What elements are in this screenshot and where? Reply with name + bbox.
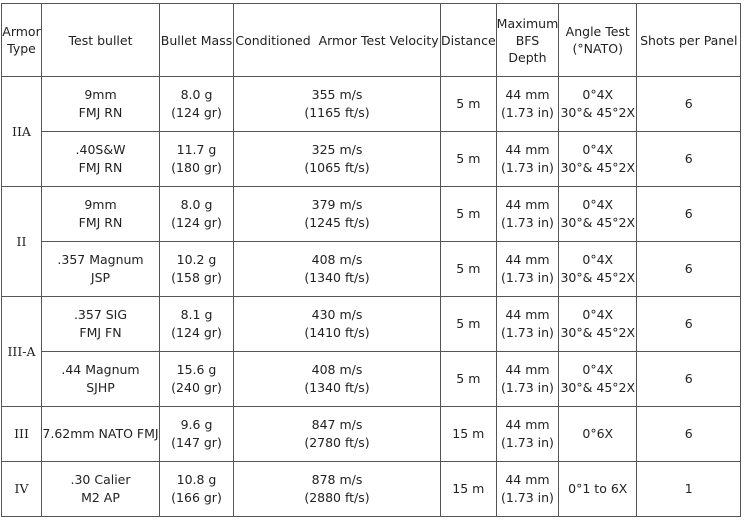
angle-test-cell [559,407,637,462]
table-row [2,352,741,407]
angle-test-cell-text: 0°4X [582,87,614,102]
angle-test-cell-text: 0°4X [582,142,614,157]
bullet-mass-cell-text: 15.6 g [176,362,217,377]
bfs-depth-cell [496,462,559,517]
angle-test-cell-text: 30°& 45°2X [560,325,636,340]
header-text: Armor [2,24,41,39]
bullet-mass-cell-text: (124 gr) [171,325,222,340]
distance-cell: 5 m [441,297,497,352]
bfs-depth-cell [496,297,559,352]
bfs-depth-cell-text: 44 mm [505,142,550,157]
bfs-depth-cell [496,187,559,242]
header-shots-per-panel [637,4,741,77]
distance-cell: 5 m [441,132,497,187]
test-bullet-cell [42,352,160,407]
distance-cell: 15 m [441,407,497,462]
table-row [2,187,741,242]
angle-test-cell [559,187,637,242]
test-bullet-cell-text: FMJ RN [78,160,123,175]
bullet-mass-cell-text: 8.0 g [180,197,213,212]
velocity-cell-text: (1245 ft/s) [304,215,370,230]
bullet-mass-cell-text: (124 gr) [171,105,222,120]
bfs-depth-cell-text: 44 mm [505,417,550,432]
test-bullet-cell-text: .44 Magnum [61,362,140,377]
header-text: Depth [508,49,547,65]
test-bullet-cell [42,132,160,187]
angle-test-cell-text: 30°& 45°2X [560,270,636,285]
test-bullet-cell-text: .357 SIG [73,307,128,322]
armor-type-cell: IV [2,462,42,517]
velocity-cell [234,242,441,297]
table-row [2,297,741,352]
velocity-cell-text: 430 m/s [311,307,363,322]
shots-per-panel-cell: 6 [637,132,741,187]
bfs-depth-cell-text: 44 mm [505,472,550,487]
test-bullet-cell [42,407,160,462]
angle-test-cell [559,132,637,187]
test-bullet-cell [42,77,160,132]
table-row [2,132,741,187]
bfs-depth-cell-text: (1.73 in) [500,270,554,285]
bullet-mass-cell-text: 10.2 g [176,252,217,267]
distance-cell: 5 m [441,187,497,242]
test-bullet-cell-text: FMJ RN [78,215,123,230]
bfs-depth-cell [496,407,559,462]
test-bullet-cell [42,462,160,517]
header-armor-type [2,4,42,77]
bullet-mass-cell [160,352,234,407]
angle-test-cell-text: 30°& 45°2X [560,105,636,120]
velocity-cell-text: (1410 ft/s) [304,325,370,340]
bullet-mass-cell-text: 8.1 g [180,307,213,322]
velocity-cell-text: 878 m/s [311,472,363,487]
header-text: Maximum [496,15,559,31]
bullet-mass-cell-text: 10.8 g [176,472,217,487]
header-velocity [234,4,441,77]
test-bullet-cell-text: JSP [90,270,111,285]
header-text: Test bullet [68,32,133,48]
velocity-cell [234,132,441,187]
velocity-cell-text: (1340 ft/s) [304,380,370,395]
angle-test-cell-text: 0°4X [582,362,614,377]
velocity-cell [234,352,441,407]
bfs-depth-cell [496,242,559,297]
bfs-depth-cell-text: (1.73 in) [500,490,554,505]
velocity-cell-text: (1340 ft/s) [304,270,370,285]
shots-per-panel-cell: 6 [637,77,741,132]
velocity-cell [234,77,441,132]
angle-test-cell-text: 30°& 45°2X [560,215,636,230]
bfs-depth-cell-text: (1.73 in) [500,215,554,230]
angle-test-cell [559,462,637,517]
velocity-cell [234,407,441,462]
shots-per-panel-cell: 6 [637,407,741,462]
header-row [2,4,741,77]
velocity-cell-text: (1065 ft/s) [304,160,370,175]
test-bullet-cell-text: FMJ FN [79,325,122,340]
velocity-cell-text: (2880 ft/s) [304,490,370,505]
header-bullet-mass [160,4,234,77]
header-text: Shots per Panel [640,32,738,48]
velocity-cell-text: 325 m/s [311,142,363,157]
table-row [2,77,741,132]
table-row [2,407,741,462]
armor-type-cell: III [2,407,42,462]
bfs-depth-cell-text: (1.73 in) [500,160,554,175]
armor-type-cell: II [2,187,42,297]
header-angle-test [559,4,637,77]
bullet-mass-cell-text: 9.6 g [180,417,213,432]
header-bfs-depth [496,4,559,77]
test-bullet-cell-text: SJHP [86,380,115,395]
test-bullet-cell-text: .40S&W [75,142,126,157]
angle-test-cell [559,297,637,352]
armor-type-cell: III-A [2,297,42,407]
bfs-depth-cell-text: 44 mm [505,252,550,267]
angle-test-cell-text: 0°4X [582,252,614,267]
test-bullet-cell-text: .30 Calier [70,472,131,487]
bullet-mass-cell-text: (147 gr) [171,435,222,450]
angle-test-cell-text: 30°& 45°2X [560,160,636,175]
velocity-cell-text: 408 m/s [311,252,363,267]
table-row [2,242,741,297]
bfs-depth-cell [496,77,559,132]
test-bullet-cell-text: 9mm [84,87,117,102]
velocity-cell-text: 408 m/s [311,362,363,377]
velocity-cell-text: 847 m/s [311,417,363,432]
shots-per-panel-cell: 6 [637,187,741,242]
test-bullet-cell-text: M2 AP [81,490,120,505]
velocity-cell-text: 355 m/s [311,87,363,102]
angle-test-cell-text: 0°4X [582,307,614,322]
angle-test-cell-text: 0°4X [582,197,614,212]
bfs-depth-cell-text: 44 mm [505,307,550,322]
header-text: Angle Test [565,24,630,39]
distance-cell: 5 m [441,352,497,407]
velocity-cell-text: (2780 ft/s) [304,435,370,450]
bfs-depth-cell-text: 44 mm [505,87,550,102]
header-text: Conditioned Armor Test Velocity [235,32,439,48]
test-bullet-cell-text: 7.62mm NATO FMJ [42,426,159,441]
shots-per-panel-cell: 6 [637,242,741,297]
bullet-mass-cell-text: (240 gr) [171,380,222,395]
bullet-mass-cell-text: 11.7 g [176,142,217,157]
angle-test-cell [559,352,637,407]
velocity-cell-text: 379 m/s [311,197,363,212]
header-text: Distance [441,32,496,48]
bullet-mass-cell [160,242,234,297]
velocity-cell-text: (1165 ft/s) [304,105,370,120]
bfs-depth-cell-text: (1.73 in) [500,380,554,395]
table-body [2,77,741,517]
header-text: (°NATO) [572,41,623,56]
distance-cell: 15 m [441,462,497,517]
bullet-mass-cell-text: (180 gr) [171,160,222,175]
angle-test-cell [559,242,637,297]
bfs-depth-cell-text: (1.73 in) [500,325,554,340]
bullet-mass-cell-text: (124 gr) [171,215,222,230]
bullet-mass-cell [160,187,234,242]
table-row [2,462,741,517]
shots-per-panel-cell: 6 [637,352,741,407]
armor-type-cell: IIA [2,77,42,187]
angle-test-cell [559,77,637,132]
bfs-depth-cell-text: 44 mm [505,362,550,377]
bfs-depth-cell [496,352,559,407]
distance-cell: 5 m [441,242,497,297]
header-text: Type [7,41,36,56]
bfs-depth-cell-text: 44 mm [505,197,550,212]
bullet-mass-cell [160,132,234,187]
test-bullet-cell [42,242,160,297]
distance-cell: 5 m [441,77,497,132]
velocity-cell [234,462,441,517]
angle-test-cell-text: 0°1 to 6X [568,481,628,496]
bfs-depth-cell [496,132,559,187]
bullet-mass-cell-text: (158 gr) [171,270,222,285]
bullet-mass-cell [160,407,234,462]
bfs-depth-cell-text: (1.73 in) [500,435,554,450]
bullet-mass-cell [160,77,234,132]
angle-test-cell-text: 30°& 45°2X [560,380,636,395]
velocity-cell [234,297,441,352]
angle-test-cell-text: 0°6X [582,426,614,441]
test-bullet-cell-text: .357 Magnum [57,252,144,267]
bullet-mass-cell-text: (166 gr) [171,490,222,505]
test-bullet-cell-text: FMJ RN [78,105,123,120]
bullet-mass-cell [160,462,234,517]
bullet-mass-cell-text: 8.0 g [180,87,213,102]
header-test-bullet [42,4,160,77]
bfs-depth-cell-text: (1.73 in) [500,105,554,120]
shots-per-panel-cell: 6 [637,297,741,352]
test-bullet-cell [42,297,160,352]
header-text: BFS [515,32,540,48]
bullet-mass-cell [160,297,234,352]
test-bullet-cell [42,187,160,242]
header-text: Bullet Mass [160,32,233,48]
armor-test-table [1,3,741,517]
header-distance [441,4,497,77]
velocity-cell [234,187,441,242]
test-bullet-cell-text: 9mm [84,197,117,212]
shots-per-panel-cell: 1 [637,462,741,517]
